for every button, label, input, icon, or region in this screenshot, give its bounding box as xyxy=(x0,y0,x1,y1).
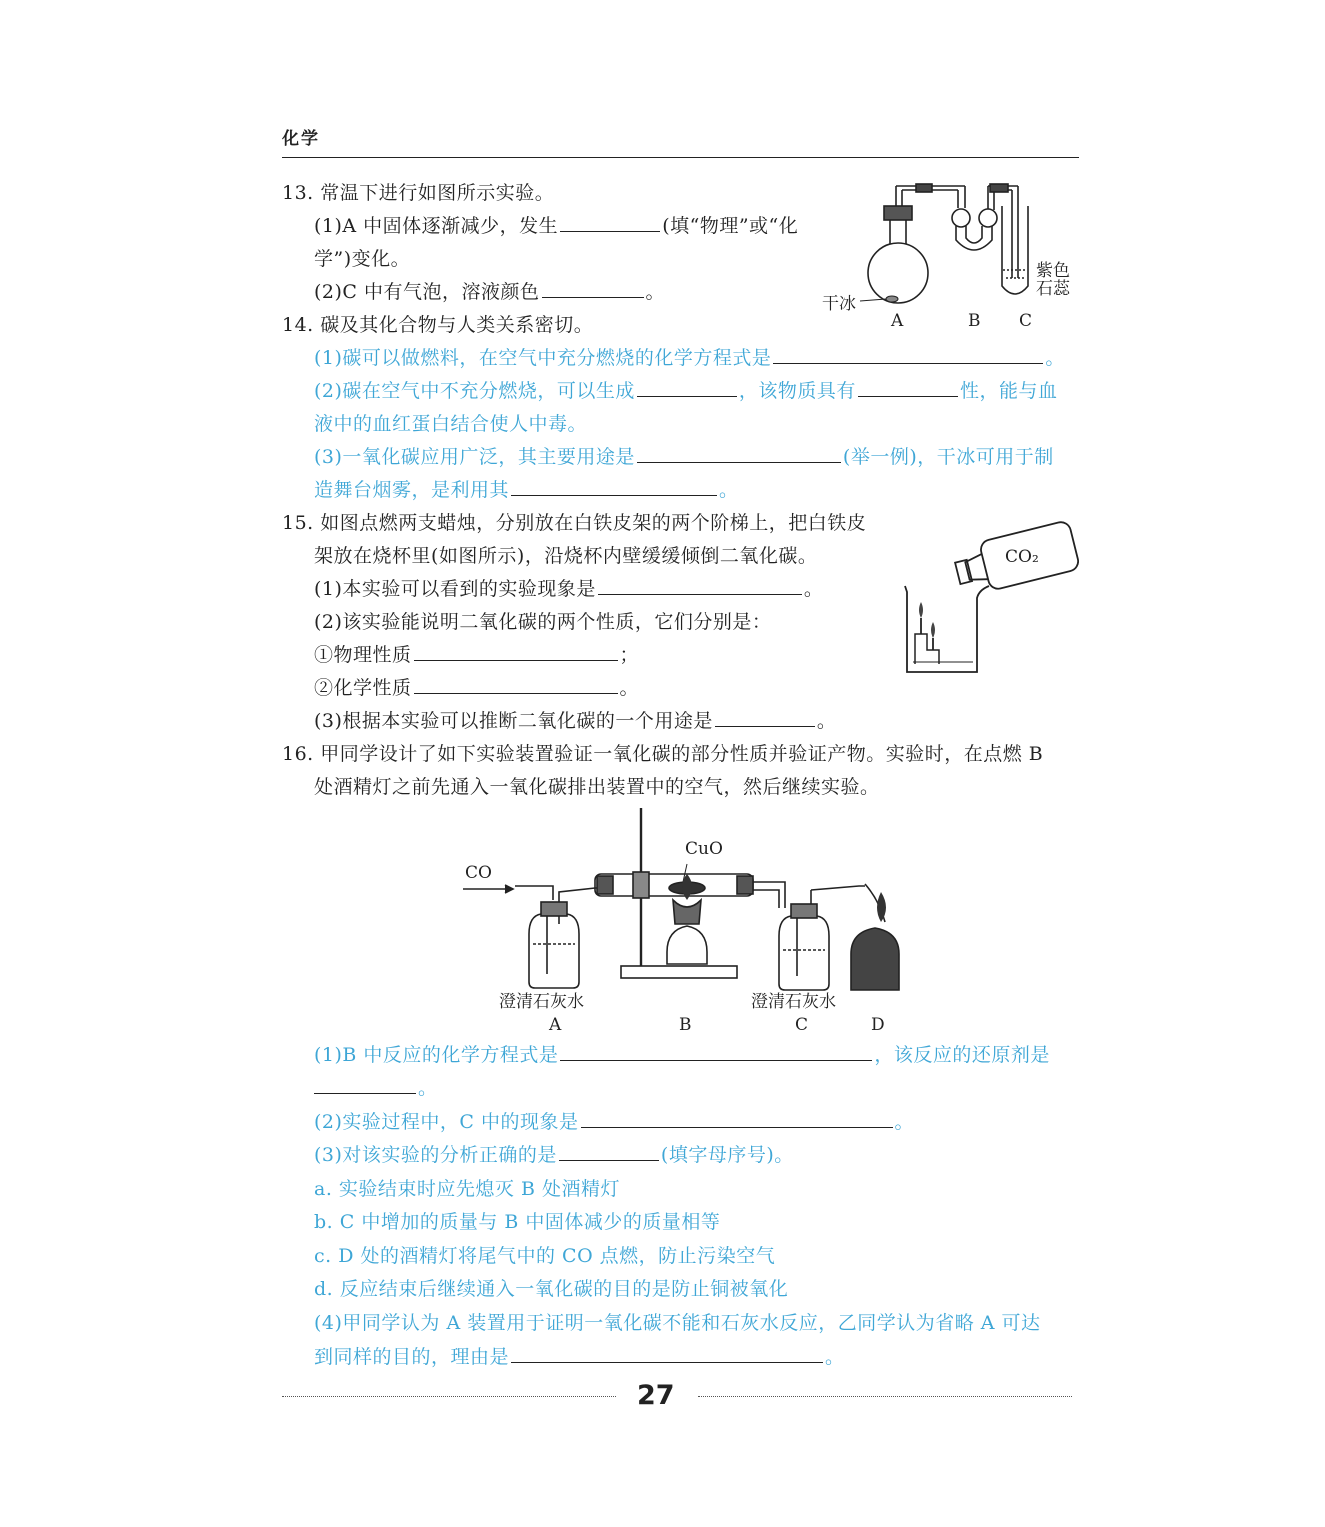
q16-blank-3[interactable] xyxy=(581,1109,893,1128)
q16-blank-2[interactable] xyxy=(314,1075,416,1094)
label-dry-ice: 干冰 xyxy=(822,294,856,314)
q16-p3-text: (3)对该实验的分析正确的是 xyxy=(314,1144,557,1166)
label-a: A xyxy=(891,311,904,331)
bulb-b-left xyxy=(952,209,970,227)
q14-stem: 14. 碳及其化合物与人类关系密切。 xyxy=(282,314,594,336)
q16-part3 xyxy=(314,1142,794,1168)
q15-p1-text: (1)本实验可以看到的实验现象是 xyxy=(314,578,596,600)
q14-p1-tail: 。 xyxy=(1045,347,1065,369)
q13-part1-cont: 学”)变化。 xyxy=(314,248,411,270)
q15-blank-4[interactable] xyxy=(715,708,815,727)
lamp-d xyxy=(851,928,899,990)
q14-p2-mid: ，该物质具有 xyxy=(738,380,856,402)
label-co2: CO₂ xyxy=(1005,547,1039,567)
q16-blank-4[interactable] xyxy=(559,1142,659,1161)
q14-p3-end: 。 xyxy=(719,479,739,501)
q14-blank-4[interactable] xyxy=(637,444,841,463)
label-d: D xyxy=(871,1015,885,1035)
subject-title: 化学 xyxy=(282,129,320,149)
q16-p1-text: (1)B 中反应的化学方程式是 xyxy=(314,1044,559,1066)
q14-blank-5[interactable] xyxy=(511,477,717,496)
q16-blank-5[interactable] xyxy=(511,1344,823,1363)
q15-part3 xyxy=(314,708,836,734)
q14-part1 xyxy=(314,345,1065,371)
q15-stem-1: 15. 如图点燃两支蜡烛，分别放在白铁皮架的两个阶梯上，把白铁皮 xyxy=(282,512,867,534)
q16-option-d: d. 反应结束后继续通入一氧化碳的目的是防止铜被氧化 xyxy=(314,1278,789,1300)
q15-stem-2: 架放在烧杯里(如图所示)，沿烧杯内壁缓缓倾倒二氧化碳。 xyxy=(314,545,818,567)
q15-part2-i xyxy=(314,642,639,668)
q13-p1-text: (1)A 中固体逐渐减少，发生 xyxy=(314,215,559,237)
q16-part4-cont xyxy=(314,1344,845,1370)
label-b: B xyxy=(968,311,981,331)
q16-p2-text: (2)实验过程中，C 中的现象是 xyxy=(314,1111,579,1133)
test-tube-c xyxy=(1002,206,1028,294)
q14-blank-2[interactable] xyxy=(637,378,737,397)
q14-blank-1[interactable] xyxy=(773,345,1043,364)
q14-part2 xyxy=(314,378,1057,404)
q16-blank-1[interactable] xyxy=(560,1042,872,1061)
q13-p1-tail: (填“物理”或“化 xyxy=(662,215,799,237)
beaker xyxy=(905,586,989,672)
q15-part2: (2)该实验能说明二氧化碳的两个性质，它们分别是： xyxy=(314,611,772,633)
label-b: B xyxy=(679,1015,692,1035)
label-litmus-2: 石蕊 xyxy=(1036,279,1070,299)
q14-p2-text: (2)碳在空气中不充分燃烧，可以生成 xyxy=(314,380,635,402)
q13-blank-1[interactable] xyxy=(560,213,660,232)
q13-apparatus-figure xyxy=(820,178,1080,333)
label-cuo: CuO xyxy=(685,839,723,859)
q16-part1 xyxy=(314,1042,1050,1068)
q16-part4: (4)甲同学认为 A 装置用于证明一氧化碳不能和石灰水反应，乙同学认为省略 A 可达 xyxy=(314,1312,1041,1334)
bottle-a xyxy=(529,914,579,988)
q15-candle-figure xyxy=(893,514,1079,680)
label-c: C xyxy=(795,1015,809,1035)
q16-stem-1: 16. 甲同学设计了如下实验装置验证一氧化碳的部分性质并验证产物。实验时，在点燃 B xyxy=(282,743,1044,765)
q14-part3-cont xyxy=(314,477,739,503)
q15-part2-ii xyxy=(314,675,639,701)
q14-part3 xyxy=(314,444,1054,470)
lamp-b xyxy=(667,926,707,964)
q16-option-c: c. D 处的酒精灯将尾气中的 CO 点燃，防止污染空气 xyxy=(314,1245,776,1267)
label-co: CO xyxy=(465,863,492,883)
q16-part1-cont xyxy=(314,1075,438,1101)
stopper-a xyxy=(884,206,912,220)
footer-dots-left xyxy=(282,1396,616,1397)
q15-p3-text: (3)根据本实验可以推断二氧化碳的一个用途是 xyxy=(314,710,713,732)
q13-blank-2[interactable] xyxy=(542,279,644,298)
q15-p2i-text: ①物理性质 xyxy=(314,644,412,666)
q13-part1 xyxy=(314,213,798,239)
q14-blank-3[interactable] xyxy=(858,378,958,397)
page-number: 27 xyxy=(637,1380,675,1411)
q15-p1-tail: 。 xyxy=(803,578,824,600)
q15-p2i-end: ； xyxy=(619,644,640,666)
q14-p3-text: (3)一氧化碳应用广泛，其主要用途是 xyxy=(314,446,635,468)
q14-p3-tail: (举一例)，干冰可用于制 xyxy=(842,446,1054,468)
q16-option-a: a. 实验结束时应先熄灭 B 处酒精灯 xyxy=(314,1178,620,1200)
q16-part2 xyxy=(314,1109,914,1135)
q16-option-b: b. C 中增加的质量与 B 中固体减少的质量相等 xyxy=(314,1211,721,1233)
q16-p4-text: 到同样的目的，理由是 xyxy=(314,1346,510,1368)
q13-stem: 13. 常温下进行如图所示实验。 xyxy=(282,182,555,204)
q16-p1-mid: ，该反应的还原剂是 xyxy=(874,1044,1050,1066)
q14-p1-text: (1)碳可以做燃料，在空气中充分燃烧的化学方程式是 xyxy=(314,347,772,369)
q13-part2 xyxy=(314,279,665,305)
q15-blank-3[interactable] xyxy=(414,675,618,694)
q15-p2ii-text: ②化学性质 xyxy=(314,677,412,699)
label-c: C xyxy=(1019,311,1033,331)
q14-p2-tail: 性，能与血 xyxy=(959,380,1058,402)
q15-part1 xyxy=(314,576,823,602)
q16-p3-tail: (填字母序号)。 xyxy=(660,1144,794,1166)
label-lime-a: 澄清石灰水 xyxy=(499,992,584,1012)
q16-stem-2: 处酒精灯之前先通入一氧化碳排出装置中的空气，然后继续实验。 xyxy=(314,776,880,798)
q13-p2-text: (2)C 中有气泡，溶液颜色 xyxy=(314,281,540,303)
q16-apparatus-figure xyxy=(455,804,910,1036)
q14-p3c-text: 造舞台烟雾，是利用其 xyxy=(314,479,510,501)
q15-blank-2[interactable] xyxy=(414,642,618,661)
q15-p3-tail: 。 xyxy=(816,710,837,732)
q16-p1-end: 。 xyxy=(418,1077,438,1099)
q15-p2ii-end: 。 xyxy=(619,677,640,699)
footer-dots-right xyxy=(698,1396,1072,1397)
q15-blank-1[interactable] xyxy=(598,576,802,595)
q16-p4-end: 。 xyxy=(825,1346,845,1368)
label-a: A xyxy=(549,1015,562,1035)
header-rule xyxy=(282,157,1079,158)
label-lime-c: 澄清石灰水 xyxy=(751,992,836,1012)
q14-part2-cont: 液中的血红蛋白结合使人中毒。 xyxy=(314,413,588,435)
flask-a xyxy=(868,243,928,303)
q16-p2-end: 。 xyxy=(894,1111,915,1133)
bottle-c xyxy=(779,916,829,990)
q13-p2-tail: 。 xyxy=(645,281,666,303)
label-litmus-1: 紫色 xyxy=(1036,261,1070,281)
